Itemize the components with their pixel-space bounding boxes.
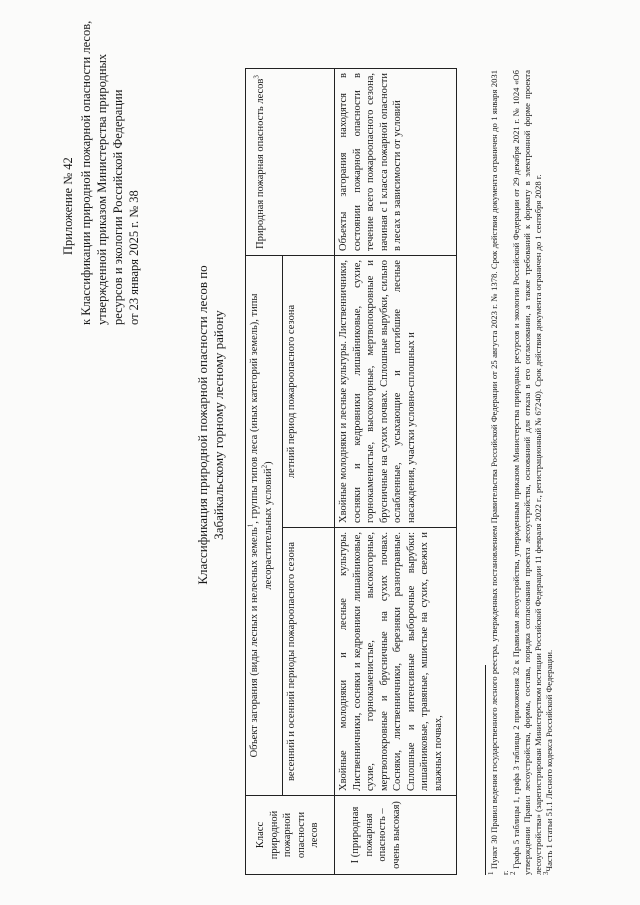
appendix-header — [60, 20, 142, 325]
footnotes — [489, 70, 555, 875]
footnote-3-text: Часть 1 статьи 51.1 Лесного кодекса Российской Федерации. — [544, 649, 554, 872]
title-line-2: Забайкальскому горному лесному району — [211, 310, 226, 540]
header-object-text-3: ) — [262, 461, 274, 465]
footnote-1 — [489, 70, 511, 875]
classification-table — [245, 68, 457, 875]
footnote-ref-1: 1 — [246, 523, 255, 528]
footnote-2-text: Графа 5 таблицы 1, графа 3 таблицы 2 приложения 32 к Правилам лесоустройства, утвержденным приказом Министерства природных ресурсов и экологии Российской Федерации от 29 декабря 2021 г. № 1024 «Об утверждении Правил лесоустройства, формы, состава, порядка согласования проекта лесоустройства, основаниий для отказа в его согласовании, а также требований к формату в электронной форме проекта лесоустройства» (зарегистрирован Министерством юстиции Российской Федерации 11 февраля 2022 г., регистрационный № 67240). Срок действия документа ограничен до 1 сентября 2028 г. — [511, 70, 543, 875]
appendix-line-3: ресурсов и экологии Российской Федерации — [111, 89, 125, 325]
footnote-1-mark: 1 — [487, 871, 496, 875]
footnote-1-text: Пункт 30 Правил ведения государственного лесного реестра, утвержденных постановлением Правительства Российской Федерации от 25 августа 2023 г. № 1378. Срок действия документа ограничен до 1 января 2031 г. — [489, 70, 510, 875]
header-object — [246, 256, 282, 796]
row-danger-description: Объекты загорания находятся в состоянии пожарной опасности в течение всего пожароопасного сезона, начиная с I класса пожарной опасности в лесах в зависимости от условий — [334, 69, 456, 256]
row-summer-objects: Хвойные молодняки и лесные культуры. Лиственничники, сосняки и кедровники лишайниковые, сухие, горнокаменистые, высокогорные, мертвопокровные и брусничные на сухих почвах. Сплошные вырубки, сильно ослабленные, усыхающие и погибшие лесные насаждения, участки условно-сплошных и — [334, 256, 456, 528]
appendix-number: Приложение № 42 — [61, 157, 75, 255]
header-danger — [246, 69, 334, 256]
header-class: Класс природной пожарной опасности лесов — [255, 810, 320, 860]
title-line-1: Классификация природной пожарной опасности лесов по — [195, 265, 210, 585]
footnote-ref-2: 2 — [260, 464, 268, 469]
document-title — [195, 105, 227, 745]
header-object-text-1: Объект загорания (виды лесных и нелесных земель — [249, 527, 260, 758]
footnote-ref-3: 3 — [252, 75, 261, 79]
header-spring-autumn: весенний и осенний периоды пожароопасного сезона — [282, 528, 334, 796]
appendix-line-1: к Классификации природной пожарной опасности лесов, — [79, 20, 93, 325]
header-danger-text: Природная пожарная опасность лесов — [255, 78, 266, 249]
appendix-line-2: утвержденной приказом Министерства природных — [95, 53, 109, 325]
header-summer: летний период пожароопасного сезона — [282, 256, 334, 528]
header-object-text-2: , группы типов леса (иных категорий земель), типы лесорастительных условий — [249, 293, 274, 590]
row-spring-autumn-objects: Хвойные молодняки и лесные культуры. Лиственничники, сосняки и кедровники лишайниковые, сухие, горнокаменистые, высокогорные, мертвопокровные и брусничные на сухих почвах. Сосняки, лиственничники, березняки разнотравные. Сплошные и интенсивные выборочные вырубки: лишайниковые, травяные, мшистые на сухих, свежих и влажных почвах, — [334, 528, 456, 796]
footnote-2-mark: 2 — [509, 871, 518, 875]
footnote-3 — [544, 70, 555, 875]
row-class-i: I (природная пожарная опасность – очень высокая) — [334, 796, 456, 874]
footnote-3-mark: 3 — [542, 871, 551, 875]
appendix-line-4: от 23 января 2025 г. № 38 — [127, 190, 141, 325]
footnote-2 — [511, 70, 544, 875]
footnote-separator — [485, 665, 486, 875]
